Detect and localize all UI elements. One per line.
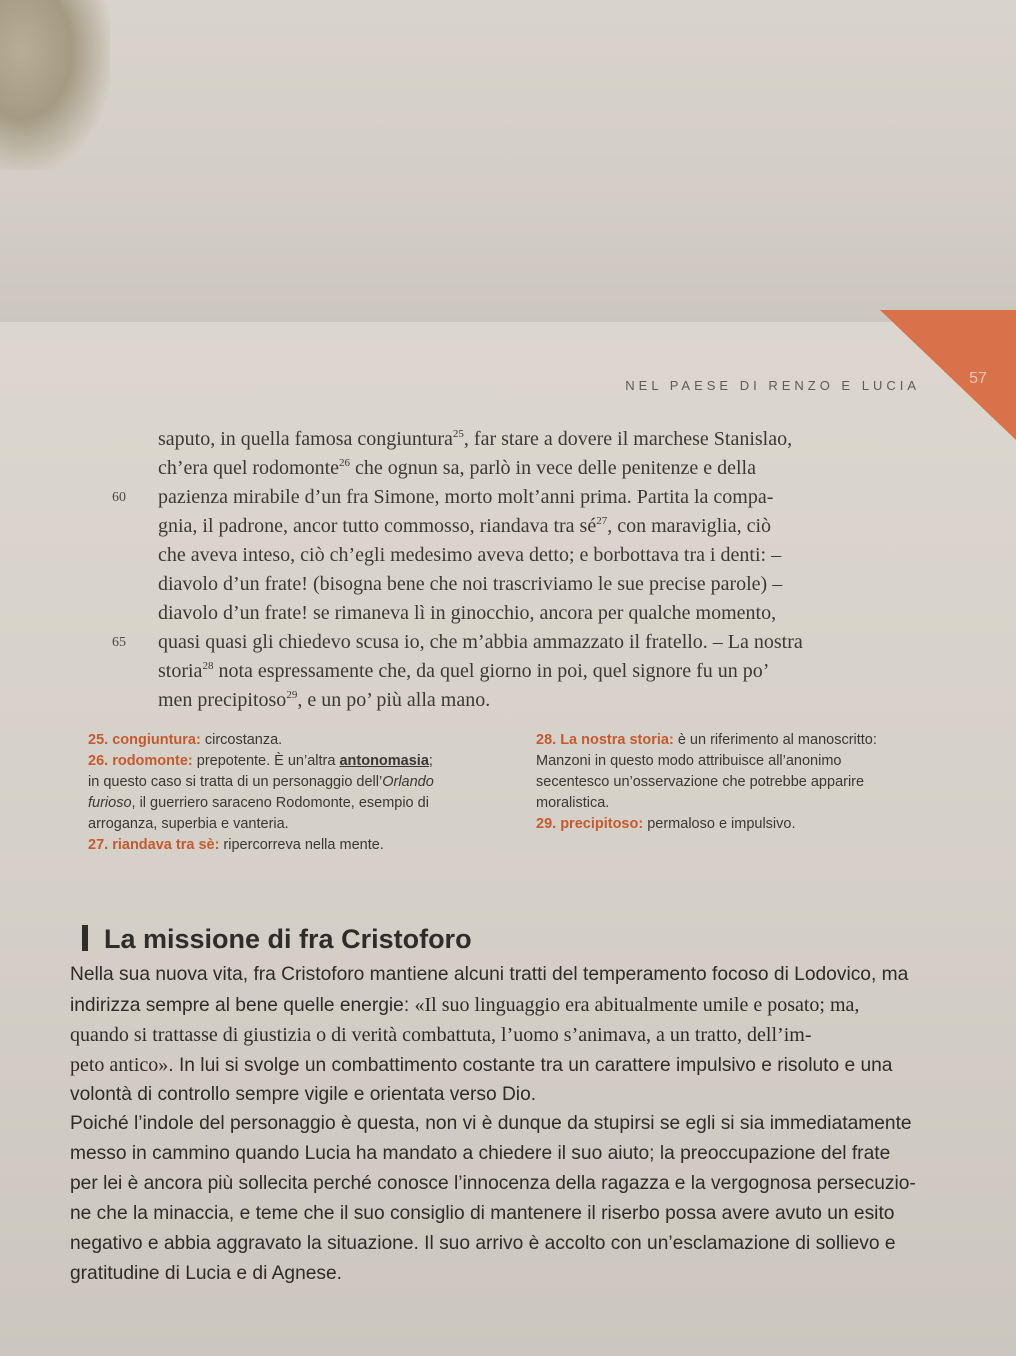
footnote-26: 26. rodomonte: prepotente. È un’altra antonomasia; <box>88 753 433 769</box>
page-number: 57 <box>969 370 987 387</box>
footnote-25: 25. congiuntura: circostanza. <box>88 732 283 748</box>
paragraph-2: Poiché l’indole del personaggio è questa, non vi è dunque da stupirsi se egli si sia immediatamente messo in cammino quando Lucia ha mandato a chiedere il suo aiuto; la preoccupazione del frate per lei è ancora più sollecita perché conosce l’innocenza della ragazza e la vergognosa persecuzio- ne che la minaccia, e teme che il suo consiglio di mantenere il riserbo possa avere avuto un esito negativo e abbia aggravato la situazione. Il suo arrivo è accolto con un’esclamazione di sollievo e gratitudine di Lucia e di Agnese. <box>70 1113 916 1284</box>
line-number: 65 <box>112 635 126 650</box>
footnotes-right-column: 28. La nostra storia: è un riferimento al manoscritto: Manzoni in questo modo attribuisce all’anonimo secentesco un’osservazione che potrebbe apparire moralistica. 29. precipitoso: permaloso e impulsivo. <box>536 730 948 835</box>
section-heading: La missione di fra Cristoforo <box>82 924 472 955</box>
footnote-29: 29. precipitoso: permaloso e impulsivo. <box>536 816 796 832</box>
footnote-28: 28. La nostra storia: è un riferimento al manoscritto: <box>536 732 877 748</box>
paragraph-1: Nella sua nuova vita, fra Cristoforo mantiene alcuni tratti del temperamento focoso di Lodovico, ma indirizza sempre al bene quelle energie: «Il suo linguaggio era abitualmente umile e posato; ma, quando si trattasse di giustizia o di verità combattuta, l’uomo s’animava, a un tratto, dell’im- peto antico». In lui si svolge un combattimento costante tra un carattere impulsivo e risoluto e una volontà di controllo sempre vigile e orientata verso Dio. <box>70 964 909 1105</box>
footnote-27: 27. riandava tra sè: ripercorreva nella mente. <box>88 837 384 853</box>
background-surface <box>0 0 1016 340</box>
running-title: NEL PAESE DI RENZO E LUCIA <box>625 378 920 393</box>
line-number: 60 <box>112 490 126 505</box>
background-object <box>0 0 110 170</box>
footnotes-left-column: 25. congiuntura: circostanza. 26. rodomonte: prepotente. È un’altra antonomasia; in questo caso si tratta di un personaggio dell’Orlando furioso, il guerriero saraceno Rodomonte, esempio di arroganza, superbia e vanteria. 27. riandava tra sè: ripercorreva nella mente. <box>88 730 503 856</box>
heading-bar <box>82 925 88 951</box>
